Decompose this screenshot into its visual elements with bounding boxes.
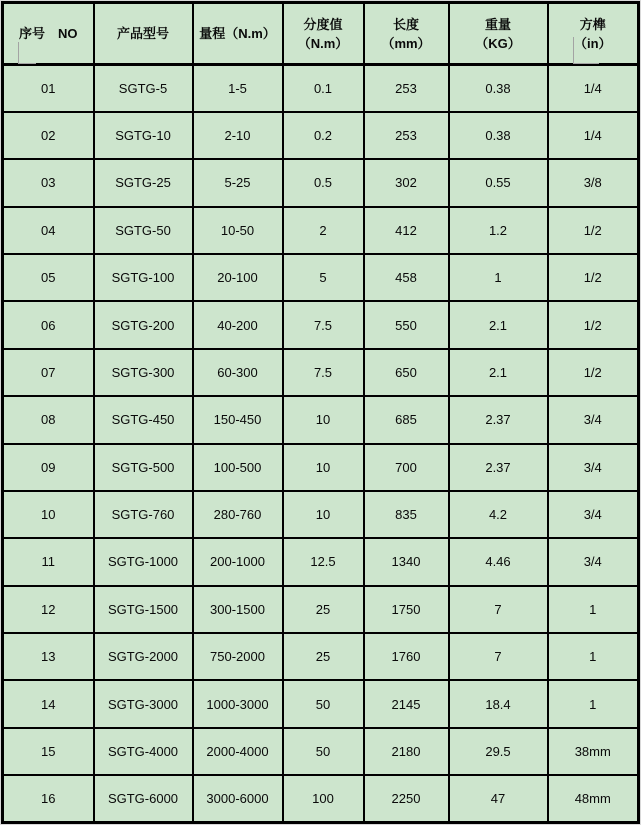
table-cell-product-model: SGTG-1500 — [94, 586, 193, 633]
table-cell-serial-no: 01 — [3, 65, 94, 112]
table-cell-range-nm: 20-100 — [193, 254, 283, 301]
table-cell-square-drive-in: 3/4 — [548, 396, 639, 443]
table-cell-range-nm: 60-300 — [193, 349, 283, 396]
table-cell-serial-no: 08 — [3, 396, 94, 443]
table-cell-weight-kg: 47 — [449, 775, 548, 822]
table-row — [3, 301, 639, 348]
table-cell-product-model: SGTG-4000 — [94, 728, 193, 775]
header-cell-length-mm — [364, 3, 449, 65]
table-cell-serial-no: 05 — [3, 254, 94, 301]
table-cell-square-drive-in: 1/2 — [548, 254, 639, 301]
header-cell-range-nm — [193, 3, 283, 65]
table-cell-range-nm: 280-760 — [193, 491, 283, 538]
table-cell-range-nm: 1000-3000 — [193, 680, 283, 727]
table-row — [3, 112, 639, 159]
table-cell-serial-no: 12 — [3, 586, 94, 633]
header-row — [3, 3, 639, 65]
table-cell-weight-kg: 0.38 — [449, 112, 548, 159]
table-cell-weight-kg: 2.37 — [449, 444, 548, 491]
table-cell-range-nm: 2000-4000 — [193, 728, 283, 775]
table-cell-square-drive-in: 38mm — [548, 728, 639, 775]
header-cell-graduation-value — [283, 3, 364, 65]
table-row — [3, 207, 639, 254]
table-cell-square-drive-in: 1 — [548, 586, 639, 633]
table-cell-square-drive-in: 1/4 — [548, 65, 639, 112]
table-cell-serial-no: 03 — [3, 159, 94, 206]
table-cell-square-drive-in: 1/4 — [548, 112, 639, 159]
table-cell-graduation-value: 10 — [283, 491, 364, 538]
table-row — [3, 680, 639, 727]
table-cell-weight-kg: 1 — [449, 254, 548, 301]
table-cell-length-mm: 2145 — [364, 680, 449, 727]
table-cell-weight-kg: 2.1 — [449, 301, 548, 348]
table-cell-weight-kg: 2.37 — [449, 396, 548, 443]
table-cell-range-nm: 10-50 — [193, 207, 283, 254]
header-cell-weight-kg — [449, 3, 548, 65]
header-text: 量程（N.m） — [199, 26, 276, 41]
table-cell-serial-no: 06 — [3, 301, 94, 348]
table-cell-length-mm: 650 — [364, 349, 449, 396]
table-cell-graduation-value: 7.5 — [283, 301, 364, 348]
table-body — [3, 65, 639, 823]
table-cell-length-mm: 685 — [364, 396, 449, 443]
table-cell-length-mm: 550 — [364, 301, 449, 348]
table-cell-product-model: SGTG-200 — [94, 301, 193, 348]
table-cell-graduation-value: 7.5 — [283, 349, 364, 396]
table-cell-product-model: SGTG-25 — [94, 159, 193, 206]
table-row — [3, 491, 639, 538]
table-row — [3, 396, 639, 443]
table-cell-graduation-value: 50 — [283, 680, 364, 727]
table-cell-square-drive-in: 1 — [548, 633, 639, 680]
table-cell-product-model: SGTG-500 — [94, 444, 193, 491]
header-text: 重量 — [484, 16, 511, 32]
table-cell-product-model: SGTG-300 — [94, 349, 193, 396]
table-cell-length-mm: 2250 — [364, 775, 449, 822]
table-row — [3, 538, 639, 585]
table-cell-length-mm: 1760 — [364, 633, 449, 680]
header-text: （KG） — [475, 35, 521, 51]
table-row — [3, 728, 639, 775]
table-cell-serial-no: 09 — [3, 444, 94, 491]
table-cell-range-nm: 200-1000 — [193, 538, 283, 585]
table-cell-serial-no: 11 — [3, 538, 94, 585]
table-cell-graduation-value: 100 — [283, 775, 364, 822]
table-cell-serial-no: 10 — [3, 491, 94, 538]
table-cell-weight-kg: 4.2 — [449, 491, 548, 538]
table-cell-range-nm: 750-2000 — [193, 633, 283, 680]
table-cell-length-mm: 253 — [364, 112, 449, 159]
table-cell-square-drive-in: 3/4 — [548, 538, 639, 585]
table-cell-square-drive-in: 1 — [548, 680, 639, 727]
header-text: （in） — [573, 35, 612, 51]
table-row — [3, 633, 639, 680]
table-cell-square-drive-in: 48mm — [548, 775, 639, 822]
header-text: （N.m） — [297, 35, 349, 51]
header-text: 序号 NO — [18, 26, 78, 41]
table-cell-product-model: SGTG-50 — [94, 207, 193, 254]
table-cell-product-model: SGTG-6000 — [94, 775, 193, 822]
table-cell-range-nm: 3000-6000 — [193, 775, 283, 822]
table-cell-graduation-value: 2 — [283, 207, 364, 254]
table-cell-graduation-value: 10 — [283, 444, 364, 491]
table-cell-product-model: SGTG-3000 — [94, 680, 193, 727]
header-text: 方榫 — [579, 16, 606, 32]
table-cell-range-nm: 5-25 — [193, 159, 283, 206]
table-cell-weight-kg: 0.38 — [449, 65, 548, 112]
table-cell-product-model: SGTG-450 — [94, 396, 193, 443]
table-cell-graduation-value: 50 — [283, 728, 364, 775]
table-row — [3, 444, 639, 491]
table-cell-serial-no: 07 — [3, 349, 94, 396]
table-cell-range-nm: 40-200 — [193, 301, 283, 348]
header-cell-product-model — [94, 3, 193, 65]
table-row — [3, 254, 639, 301]
table-cell-range-nm: 150-450 — [193, 396, 283, 443]
table-row — [3, 65, 639, 112]
table-cell-range-nm: 2-10 — [193, 112, 283, 159]
table-cell-weight-kg: 7 — [449, 633, 548, 680]
table-row — [3, 159, 639, 206]
table-cell-weight-kg: 18.4 — [449, 680, 548, 727]
spec-table-wrap — [1, 1, 640, 824]
table-cell-length-mm: 2180 — [364, 728, 449, 775]
table-cell-length-mm: 835 — [364, 491, 449, 538]
table-cell-graduation-value: 10 — [283, 396, 364, 443]
table-cell-serial-no: 04 — [3, 207, 94, 254]
table-row — [3, 586, 639, 633]
table-cell-product-model: SGTG-760 — [94, 491, 193, 538]
table-cell-graduation-value: 5 — [283, 254, 364, 301]
table-cell-range-nm: 1-5 — [193, 65, 283, 112]
header-text: （mm） — [381, 35, 431, 51]
table-cell-range-nm: 300-1500 — [193, 586, 283, 633]
table-cell-graduation-value: 0.1 — [283, 65, 364, 112]
table-cell-length-mm: 458 — [364, 254, 449, 301]
table-cell-serial-no: 14 — [3, 680, 94, 727]
table-cell-serial-no: 02 — [3, 112, 94, 159]
header-cell-square-drive-in — [548, 3, 639, 65]
header-text: 分度值 — [303, 16, 343, 32]
table-cell-weight-kg: 4.46 — [449, 538, 548, 585]
table-cell-serial-no: 15 — [3, 728, 94, 775]
table-cell-square-drive-in: 3/4 — [548, 491, 639, 538]
table-cell-product-model: SGTG-5 — [94, 65, 193, 112]
table-cell-square-drive-in: 1/2 — [548, 301, 639, 348]
table-cell-serial-no: 16 — [3, 775, 94, 822]
table-cell-length-mm: 700 — [364, 444, 449, 491]
table-cell-graduation-value: 12.5 — [283, 538, 364, 585]
header-text: 长度 — [392, 16, 419, 32]
table-cell-serial-no: 13 — [3, 633, 94, 680]
table-row — [3, 349, 639, 396]
header-cell-serial-no — [3, 3, 94, 65]
table-cell-length-mm: 302 — [364, 159, 449, 206]
table-cell-graduation-value: 0.5 — [283, 159, 364, 206]
table-cell-length-mm: 1340 — [364, 538, 449, 585]
table-cell-product-model: SGTG-2000 — [94, 633, 193, 680]
table-cell-range-nm: 100-500 — [193, 444, 283, 491]
table-cell-length-mm: 253 — [364, 65, 449, 112]
table-cell-length-mm: 412 — [364, 207, 449, 254]
table-cell-square-drive-in: 1/2 — [548, 207, 639, 254]
table-cell-weight-kg: 1.2 — [449, 207, 548, 254]
table-cell-square-drive-in: 1/2 — [548, 349, 639, 396]
table-cell-square-drive-in: 3/4 — [548, 444, 639, 491]
table-cell-length-mm: 1750 — [364, 586, 449, 633]
table-cell-graduation-value: 25 — [283, 586, 364, 633]
table-cell-graduation-value: 0.2 — [283, 112, 364, 159]
table-cell-graduation-value: 25 — [283, 633, 364, 680]
table-cell-weight-kg: 2.1 — [449, 349, 548, 396]
table-cell-product-model: SGTG-10 — [94, 112, 193, 159]
header-text: 产品型号 — [116, 26, 169, 41]
table-cell-weight-kg: 7 — [449, 586, 548, 633]
table-cell-product-model: SGTG-100 — [94, 254, 193, 301]
table-cell-square-drive-in: 3/8 — [548, 159, 639, 206]
table-cell-weight-kg: 29.5 — [449, 728, 548, 775]
table-cell-weight-kg: 0.55 — [449, 159, 548, 206]
table-cell-product-model: SGTG-1000 — [94, 538, 193, 585]
product-spec-table — [1, 1, 640, 824]
table-row — [3, 775, 639, 822]
